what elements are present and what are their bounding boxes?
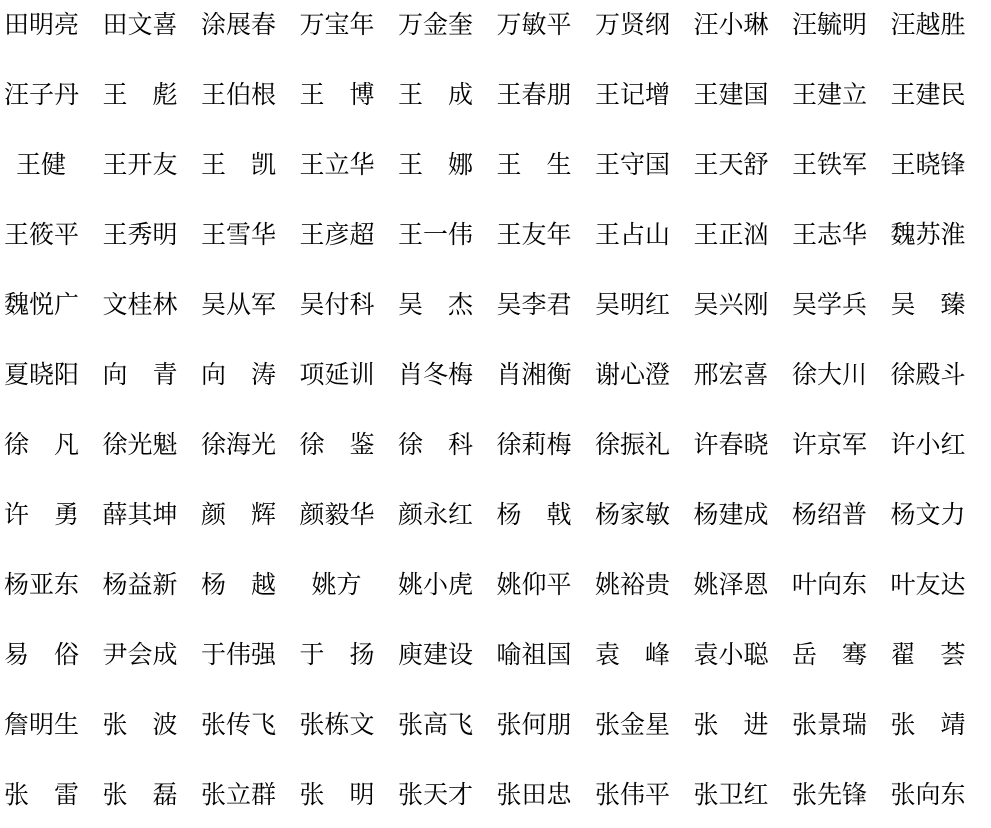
person-name: 杨绍普 (792, 500, 868, 529)
name-cell (103, 128, 202, 198)
name-cell (201, 58, 300, 128)
person-name: 张景瑞 (792, 710, 868, 739)
name-cell (891, 408, 990, 478)
person-name: 张何朋 (496, 710, 572, 739)
name-cell (595, 58, 694, 128)
name-cell (201, 268, 300, 338)
name-cell (300, 618, 399, 688)
name-cell (792, 688, 891, 758)
person-name: 杨文力 (890, 500, 966, 529)
name-cell (300, 198, 399, 268)
person-name: 吴明红 (595, 290, 671, 319)
person-name: 田文喜 (102, 10, 178, 39)
name-cell (694, 58, 793, 128)
name-cell (398, 198, 497, 268)
name-row (4, 268, 989, 338)
person-name: 王 娜 (398, 150, 474, 179)
name-cell (694, 268, 793, 338)
name-cell (4, 618, 103, 688)
person-name: 魏苏淮 (890, 220, 966, 249)
person-name: 张 靖 (890, 710, 966, 739)
name-cell (891, 128, 990, 198)
name-cell (300, 548, 399, 618)
person-name: 杨 戟 (496, 500, 572, 529)
person-name: 于伟强 (201, 640, 277, 669)
person-name: 王记增 (595, 80, 671, 109)
name-row (4, 198, 989, 268)
name-cell (4, 408, 103, 478)
person-name: 徐 凡 (4, 430, 80, 459)
person-name: 姚方 (311, 570, 362, 599)
person-name: 向 涛 (201, 360, 277, 389)
person-name: 徐 科 (398, 430, 474, 459)
name-cell (595, 268, 694, 338)
name-cell (792, 268, 891, 338)
name-cell (595, 478, 694, 548)
person-name: 杨家敏 (595, 500, 671, 529)
name-cell (891, 0, 990, 58)
person-name: 王 彪 (102, 80, 178, 109)
name-cell (595, 548, 694, 618)
person-name: 张 雷 (4, 780, 80, 809)
person-name: 汪小琳 (693, 10, 769, 39)
person-name: 徐 鉴 (299, 430, 375, 459)
person-name: 王立华 (299, 150, 375, 179)
name-row (4, 688, 989, 758)
name-cell (300, 408, 399, 478)
person-name: 吴兴刚 (693, 290, 769, 319)
name-cell (497, 408, 596, 478)
name-cell (497, 478, 596, 548)
name-cell (103, 198, 202, 268)
person-name: 喻祖国 (496, 640, 572, 669)
person-name: 许 勇 (4, 500, 80, 529)
name-cell (103, 688, 202, 758)
name-row (4, 128, 989, 198)
person-name: 王志华 (792, 220, 868, 249)
name-cell (398, 128, 497, 198)
person-name: 姚裕贵 (595, 570, 671, 599)
name-cell (694, 618, 793, 688)
name-cell (103, 268, 202, 338)
name-cell (4, 0, 103, 58)
name-cell (201, 688, 300, 758)
name-cell (300, 128, 399, 198)
person-name: 许春晓 (693, 430, 769, 459)
name-row (4, 548, 989, 618)
person-name: 袁 峰 (595, 640, 671, 669)
name-cell (300, 688, 399, 758)
name-cell (595, 338, 694, 408)
person-name: 汪越胜 (890, 10, 966, 39)
person-name: 王建立 (792, 80, 868, 109)
person-name: 杨 越 (201, 570, 277, 599)
person-name: 王天舒 (693, 150, 769, 179)
name-cell (891, 618, 990, 688)
name-cell (300, 338, 399, 408)
person-name: 薛其坤 (102, 500, 178, 529)
person-name: 万敏平 (496, 10, 572, 39)
person-name: 张栋文 (299, 710, 375, 739)
person-name: 涂展春 (201, 10, 277, 39)
name-cell (398, 688, 497, 758)
person-name: 徐莉梅 (496, 430, 572, 459)
person-name: 王 成 (398, 80, 474, 109)
person-name: 徐振礼 (595, 430, 671, 459)
name-cell (4, 198, 103, 268)
person-name: 颜毅华 (299, 500, 375, 529)
name-cell (792, 618, 891, 688)
person-name: 岳 骞 (792, 640, 868, 669)
name-cell (201, 478, 300, 548)
name-cell (103, 58, 202, 128)
person-name: 姚泽恩 (693, 570, 769, 599)
person-name: 万金奎 (398, 10, 474, 39)
person-name: 杨益新 (102, 570, 178, 599)
person-name: 颜 辉 (201, 500, 277, 529)
name-cell (398, 618, 497, 688)
name-cell (201, 618, 300, 688)
person-name: 汪毓明 (792, 10, 868, 39)
name-cell (300, 0, 399, 58)
person-name: 王伯根 (201, 80, 277, 109)
person-name: 于 扬 (299, 640, 375, 669)
person-name: 肖湘衡 (496, 360, 572, 389)
person-name: 王建国 (693, 80, 769, 109)
person-name: 万宝年 (299, 10, 375, 39)
person-name: 吴付科 (299, 290, 375, 319)
name-cell (4, 268, 103, 338)
person-name: 张田忠 (496, 780, 572, 809)
name-cell (398, 0, 497, 58)
person-name: 王建民 (890, 80, 966, 109)
person-name: 田明亮 (4, 10, 80, 39)
person-name: 张 进 (693, 710, 769, 739)
name-cell (398, 408, 497, 478)
name-cell (595, 408, 694, 478)
name-cell (4, 58, 103, 128)
name-cell (891, 268, 990, 338)
person-name: 徐海光 (201, 430, 277, 459)
name-cell (4, 478, 103, 548)
name-cell (792, 548, 891, 618)
person-name: 王晓锋 (890, 150, 966, 179)
person-name: 张向东 (890, 780, 966, 809)
name-cell (595, 0, 694, 58)
name-cell (497, 618, 596, 688)
person-name: 姚小虎 (398, 570, 474, 599)
name-cell (694, 688, 793, 758)
person-name: 王开友 (102, 150, 178, 179)
name-cell (694, 408, 793, 478)
person-name: 王占山 (595, 220, 671, 249)
person-name: 王友年 (496, 220, 572, 249)
name-cell (792, 478, 891, 548)
person-name: 魏悦广 (4, 290, 80, 319)
person-name: 王正汹 (693, 220, 769, 249)
name-cell (103, 338, 202, 408)
person-name: 张伟平 (595, 780, 671, 809)
person-name: 张 波 (102, 710, 178, 739)
person-name: 尹会成 (102, 640, 178, 669)
name-cell (103, 0, 202, 58)
person-name: 杨亚东 (4, 570, 80, 599)
name-row (4, 58, 989, 128)
name-cell (4, 128, 103, 198)
name-cell (300, 478, 399, 548)
name-cell (497, 548, 596, 618)
person-name: 文桂林 (102, 290, 178, 319)
person-name: 向 青 (102, 360, 178, 389)
name-cell (792, 128, 891, 198)
person-name: 吴 臻 (890, 290, 966, 319)
name-cell (103, 618, 202, 688)
name-cell (694, 128, 793, 198)
name-cell (398, 338, 497, 408)
person-name: 夏晓阳 (4, 360, 80, 389)
person-name: 王一伟 (398, 220, 474, 249)
name-cell (398, 268, 497, 338)
person-name: 许京军 (792, 430, 868, 459)
name-cell (595, 618, 694, 688)
person-name: 张 明 (299, 780, 375, 809)
name-cell (694, 338, 793, 408)
person-name: 邢宏喜 (693, 360, 769, 389)
person-name: 王春朋 (496, 80, 572, 109)
name-cell (694, 478, 793, 548)
person-name: 肖冬梅 (398, 360, 474, 389)
name-cell (694, 198, 793, 268)
person-name: 王 博 (299, 80, 375, 109)
name-cell (891, 338, 990, 408)
person-name: 吴 杰 (398, 290, 474, 319)
person-name: 颜永红 (398, 500, 474, 529)
person-name: 吴从军 (201, 290, 277, 319)
name-cell (103, 548, 202, 618)
person-name: 万贤纲 (595, 10, 671, 39)
name-cell (694, 0, 793, 58)
name-cell (891, 198, 990, 268)
name-cell (792, 198, 891, 268)
person-name: 姚仰平 (496, 570, 572, 599)
name-cell (201, 198, 300, 268)
name-cell (201, 338, 300, 408)
name-cell (792, 338, 891, 408)
person-name: 詹明生 (4, 710, 80, 739)
person-name: 王守国 (595, 150, 671, 179)
person-name: 叶友达 (890, 570, 966, 599)
name-cell (497, 0, 596, 58)
name-cell (201, 128, 300, 198)
name-cell (398, 548, 497, 618)
name-cell (201, 408, 300, 478)
person-name: 张立群 (201, 780, 277, 809)
person-name: 王筱平 (4, 220, 80, 249)
person-name: 汪子丹 (4, 80, 80, 109)
person-name: 王 生 (496, 150, 572, 179)
name-cell (103, 408, 202, 478)
name-cell (398, 478, 497, 548)
name-cell (497, 128, 596, 198)
name-cell (497, 338, 596, 408)
person-name: 徐大川 (792, 360, 868, 389)
person-name: 袁小聪 (693, 640, 769, 669)
name-cell (595, 198, 694, 268)
person-name: 叶向东 (792, 570, 868, 599)
name-row (4, 0, 989, 58)
person-name: 张天才 (398, 780, 474, 809)
name-row (4, 338, 989, 408)
name-cell (4, 688, 103, 758)
name-cell (497, 268, 596, 338)
person-name: 翟 荟 (890, 640, 966, 669)
person-name: 王秀明 (102, 220, 178, 249)
person-name: 易 俗 (4, 640, 80, 669)
name-cell (792, 58, 891, 128)
name-cell (792, 0, 891, 58)
person-name: 张金星 (595, 710, 671, 739)
name-row (4, 478, 989, 548)
name-cell (595, 128, 694, 198)
person-name: 王雪华 (201, 220, 277, 249)
person-name: 张卫红 (693, 780, 769, 809)
name-cell (103, 478, 202, 548)
name-cell (891, 478, 990, 548)
person-name: 张 磊 (102, 780, 178, 809)
name-cell (694, 548, 793, 618)
name-cell (398, 58, 497, 128)
name-cell (300, 58, 399, 128)
name-cell (4, 548, 103, 618)
name-row (4, 618, 989, 688)
name-cell (792, 408, 891, 478)
name-cell (497, 688, 596, 758)
person-name: 徐光魁 (102, 430, 178, 459)
person-name: 吴学兵 (792, 290, 868, 319)
name-cell (595, 688, 694, 758)
person-name: 张传飞 (201, 710, 277, 739)
person-name: 许小红 (890, 430, 966, 459)
person-name: 庾建设 (398, 640, 474, 669)
name-cell (497, 198, 596, 268)
person-name: 项延训 (299, 360, 375, 389)
person-name: 张先锋 (792, 780, 868, 809)
person-name: 杨建成 (693, 500, 769, 529)
person-name: 王健 (16, 150, 67, 179)
person-name: 吴李君 (496, 290, 572, 319)
name-cell (201, 548, 300, 618)
name-row (4, 408, 989, 478)
name-cell (891, 548, 990, 618)
person-name: 王铁军 (792, 150, 868, 179)
person-name: 张高飞 (398, 710, 474, 739)
name-cell (891, 58, 990, 128)
name-cell (891, 688, 990, 758)
name-cell (4, 338, 103, 408)
names-grid (4, 0, 989, 818)
person-name: 谢心澄 (595, 360, 671, 389)
person-name: 王彦超 (299, 220, 375, 249)
name-cell (201, 0, 300, 58)
name-cell (300, 268, 399, 338)
person-name: 王 凯 (201, 150, 277, 179)
person-name: 徐殿斗 (890, 360, 966, 389)
name-cell (497, 58, 596, 128)
